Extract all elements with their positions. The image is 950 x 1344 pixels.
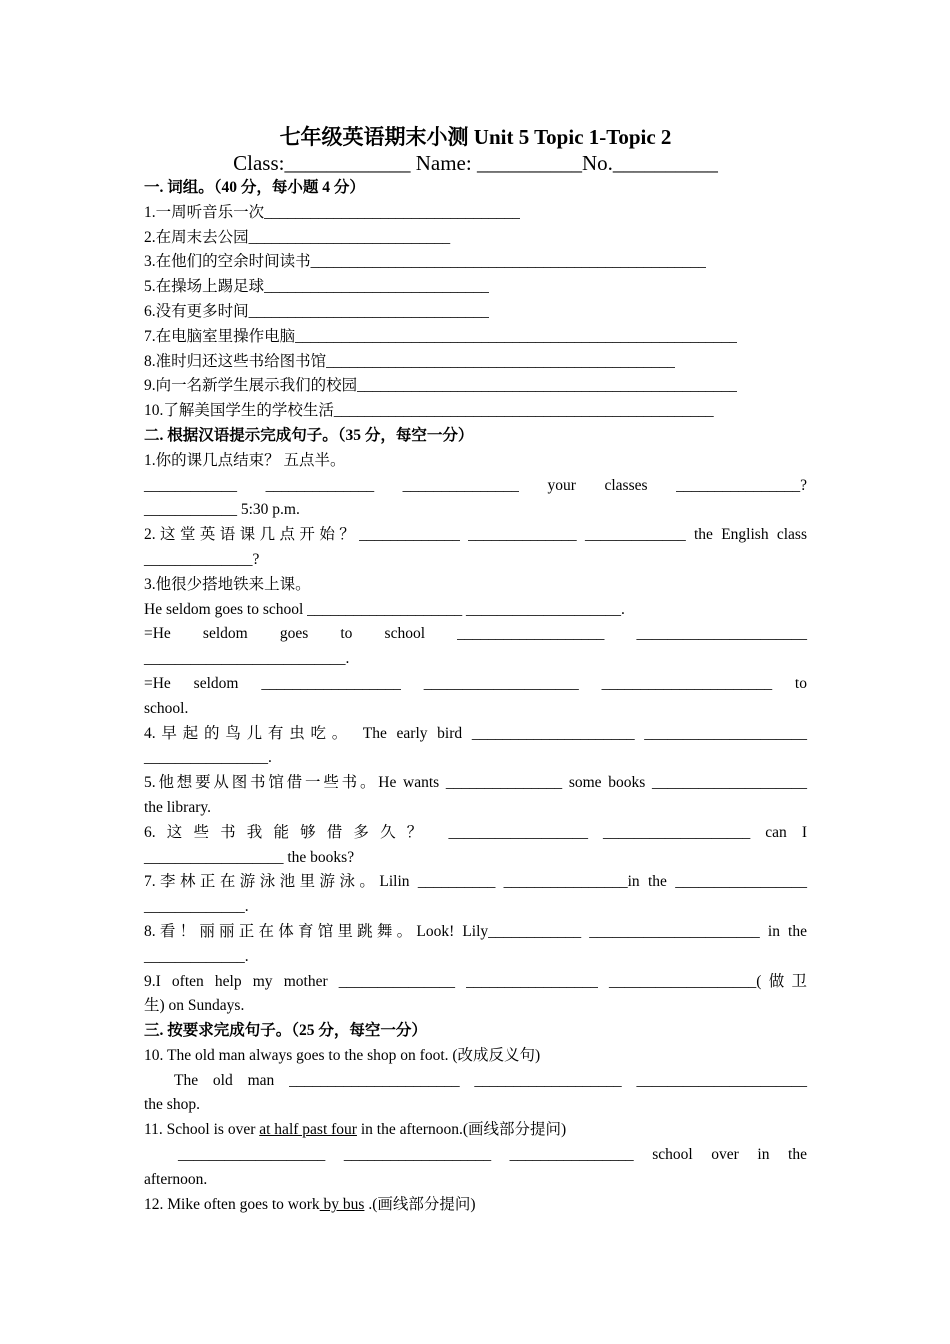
question-line: 5.他想要从图书馆借一些书。He wants _______________ some books ____________________: [144, 774, 807, 792]
question-line: ______________?: [144, 550, 260, 568]
question-line: 2.这堂英语课几点开始？_____________ ______________ _____________ the English class: [144, 526, 807, 544]
phrase-item: 1.一周听音乐一次_________________________________: [144, 203, 520, 221]
question-prompt: [144, 1118, 807, 1143]
student-info-line: Class:____________ Name: __________No.__________: [233, 151, 718, 175]
phrase-item: 6.没有更多时间_______________________________: [144, 302, 489, 320]
question-line: 4.早起的鸟儿有虫吃。 The early bird _____________________ _____________________: [144, 724, 807, 742]
question-line: =He seldom goes to school ___________________ ______________________: [144, 625, 807, 643]
prompt-text: 11. School is over: [144, 1121, 260, 1139]
question-line: ___________________ ___________________ ________________ school over in the: [178, 1146, 807, 1164]
question-prompt: [144, 1193, 807, 1218]
phrase-item: 10.了解美国学生的学校生活_________________________________________________: [144, 402, 714, 420]
question-line: afternoon.: [144, 1170, 208, 1188]
question-line: the shop.: [144, 1096, 200, 1114]
question-line: _____________.: [144, 947, 249, 965]
phrase-item: 3.在他们的空余时间读书___________________________________________________: [144, 253, 706, 271]
question-prompt: 1.你的课几点结束？ 五点半。: [144, 451, 346, 469]
question-line: =He seldom __________________ ____________________ ______________________ to: [144, 674, 807, 692]
phrase-item: 5.在操场上踢足球_____________________________: [144, 278, 489, 296]
question-line: school.: [144, 699, 189, 717]
question-line: _____________.: [144, 898, 249, 916]
page-title: 七年级英语期末小测 Unit 5 Topic 1-Topic 2: [279, 125, 672, 149]
question-line: ____________ 5:30 p.m.: [144, 501, 300, 519]
prompt-text: .(画线部分提问): [364, 1195, 476, 1213]
section-1-heading: 一. 词组。（40 分，每小题 4 分）: [144, 179, 365, 196]
question-line: ________________.: [144, 749, 272, 767]
question-line: 9.I often help my mother _______________ _________________ ___________________(做卫: [144, 972, 807, 990]
section-3-heading: 三. 按要求完成句子。（25 分，每空一分）: [144, 1022, 427, 1040]
question-line: ____________ ______________ _______________ your classes ________________?: [144, 476, 807, 494]
question-prompt: 10. The old man always goes to the shop on foot. (改成反义句): [144, 1046, 541, 1064]
question-line: The old man ______________________ ___________________ ______________________: [174, 1071, 807, 1089]
question-line: 7.李林正在游泳池里游泳。Lilin __________ ________________in the _________________: [144, 873, 807, 891]
question-line: __________________ the books?: [144, 848, 355, 866]
prompt-text: 12. Mike often goes to work: [144, 1195, 320, 1213]
prompt-text: in the afternoon.(画线部分提问): [356, 1121, 567, 1139]
phrase-item: 7.在电脑室里操作电脑_________________________________________________________: [144, 327, 737, 345]
phrase-item: 2.在周末去公园__________________________: [144, 228, 451, 246]
question-line: __________________________.: [144, 650, 350, 668]
section-2-heading: 二. 根据汉语提示完成句子。（35 分，每空一分）: [144, 426, 474, 444]
underlined-phrase: by bus: [319, 1195, 365, 1213]
worksheet-page: [144, 124, 807, 1217]
phrase-item: 8.准时归还这些书给图书馆_____________________________________________: [144, 352, 675, 370]
underlined-phrase: at half past four: [259, 1121, 357, 1139]
question-line: the library.: [144, 798, 211, 816]
phrase-item: 9.向一名新学生展示我们的校园_________________________________________________: [144, 377, 737, 395]
question-line: 6.这些书我能够借多久？ __________________ ___________________ can I: [144, 823, 807, 841]
question-line: He seldom goes to school ____________________ ____________________.: [144, 600, 625, 618]
question-line: 生) on Sundays.: [144, 997, 245, 1015]
question-line: 8.看！丽丽正在体育馆里跳舞。Look! Lily____________ ______________________ in the: [144, 922, 807, 940]
question-prompt: 3.他很少搭地铁来上课。: [144, 575, 311, 593]
